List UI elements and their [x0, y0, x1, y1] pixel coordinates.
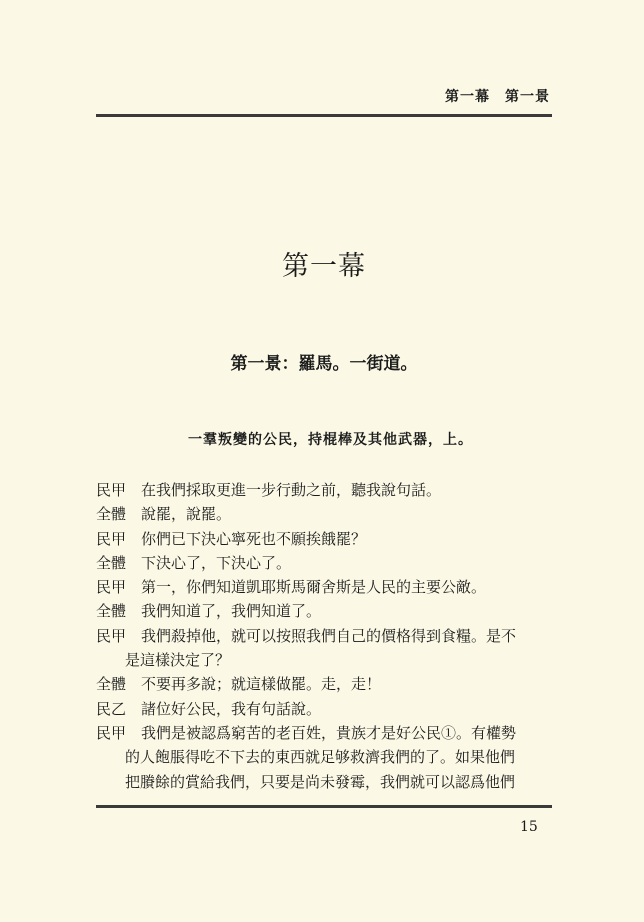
line-text: 把賸餘的賞給我們，只要是尚未發霉，我們就可以認爲他們 [125, 772, 516, 791]
speaker-name: 民乙 [96, 699, 127, 718]
page-number: 15 [520, 819, 538, 835]
scene-title: 第一景：羅馬。一街道。 [230, 354, 418, 374]
line-text: 第一，你們知道凱耶斯馬爾舍斯是人民的主要公敵。 [141, 578, 487, 597]
line-text: 不要再多說；就這樣做罷。走，走！ [141, 675, 382, 694]
dialogue-line [96, 624, 552, 648]
speaker-name: 全體 [96, 675, 127, 694]
dialogue-line [96, 721, 552, 745]
line-text: 說罷，說罷。 [141, 505, 232, 524]
line-text: 你們已下決心寧死也不願挨餓罷？ [141, 529, 367, 548]
speaker-name: 全體 [96, 505, 127, 524]
dialogue-line [96, 599, 552, 623]
line-text: 我們是被認爲窮苦的老百姓，貴族才是好公民①。有權勢 [141, 723, 517, 742]
dialogue-line [96, 502, 552, 526]
line-text: 在我們採取更進一步行動之前，聽我說句話。 [141, 481, 442, 499]
dialogue-line [96, 672, 552, 696]
line-text: 下決心了，下決心了。 [141, 553, 292, 572]
running-head: 第一幕 第一景 [445, 89, 550, 105]
line-text: 的人飽脹得吃不下去的東西就足够救濟我們的了。如果他們 [125, 748, 516, 767]
dialogue-continuation [96, 770, 552, 794]
dialogue-continuation [96, 648, 552, 672]
dialogue-line [96, 551, 552, 575]
line-text: 是這樣決定了？ [125, 651, 231, 670]
speaker-name: 全體 [96, 553, 127, 572]
speaker-name: 民甲 [96, 481, 127, 499]
act-title: 第一幕 [282, 251, 366, 282]
speaker-name: 全體 [96, 602, 127, 621]
dialogue-continuation [96, 745, 552, 769]
header-rule [96, 114, 552, 117]
dialogue-line [96, 478, 552, 502]
dialogue-block [96, 478, 552, 794]
line-text: 諸位好公民，我有句話說。 [141, 699, 322, 718]
speaker-name: 民甲 [96, 723, 127, 742]
speaker-name: 民甲 [96, 578, 127, 597]
dialogue-line [96, 575, 552, 599]
line-text: 我們知道了，我們知道了。 [141, 602, 322, 621]
dialogue-line [96, 527, 552, 551]
dialogue-line [96, 697, 552, 721]
footer-rule [96, 805, 552, 808]
line-text: 我們殺掉他，就可以按照我們自己的價格得到食糧。是不 [141, 626, 517, 645]
speaker-name: 民甲 [96, 529, 127, 548]
stage-direction: 一羣叛變的公民，持棍棒及其他武器，上。 [188, 432, 473, 448]
speaker-name: 民甲 [96, 626, 127, 645]
